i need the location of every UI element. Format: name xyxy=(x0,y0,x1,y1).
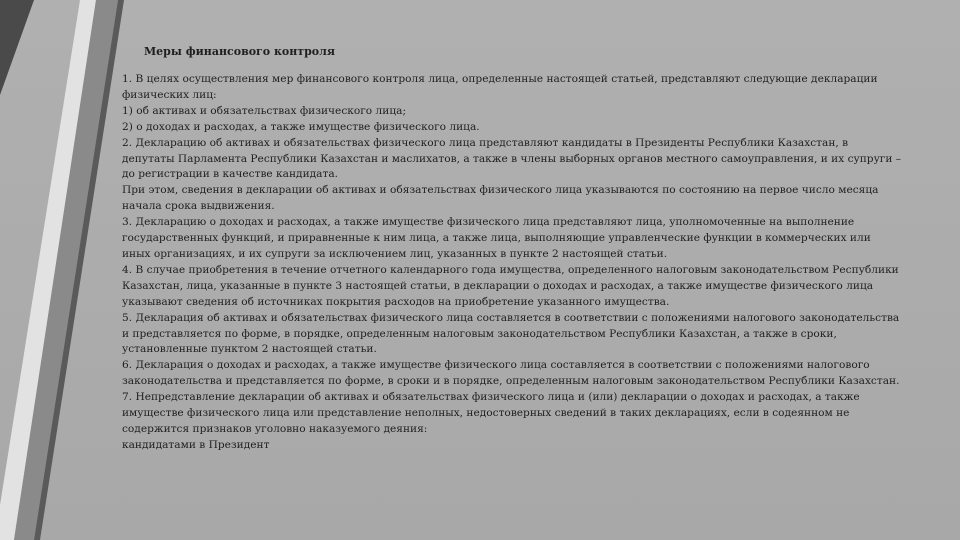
paragraph: 1. В целях осуществления мер финансового контроля лица, определенные настоящей статьей, представляют следующие декларации физических лиц: xyxy=(122,73,878,101)
slide-body xyxy=(122,72,902,454)
stripe-dark xyxy=(0,0,34,95)
paragraph: 1) об активах и обязательствах физического лица; xyxy=(122,104,407,117)
paragraph: кандидатами в Президент xyxy=(122,438,270,451)
paragraph: 2) о доходах и расходах, а также имуществе физического лица. xyxy=(122,120,480,133)
paragraph: 2. Декларацию об активах и обязательствах физического лица представляют кандидаты в Президенты Республики Казахстан, в депутаты Парламента Республики Казахстан и маслихатов, а также в члены выборных органов местного самоуправления, и их супруги – до регистрации в качестве кандидата. xyxy=(122,136,902,181)
paragraph: 3. Декларацию о доходах и расходах, а также имуществе физического лица представляют лица, уполномоченные на выполнение государственных функций, и приравненные к ним лица, а также лица, выполняющие управленческие функции в коммерческих или иных организациях, и их супруги за исключением лиц, указанных в пункте 2 настоящей статьи. xyxy=(122,216,871,260)
paragraph: При этом, сведения в декларации об активах и обязательствах физического лица указываются по состоянию на первое число месяца начала срока выдвижения. xyxy=(122,184,879,213)
decorative-stripes xyxy=(0,0,140,540)
paragraph: 7. Непредставление декларации об активах и обязательствах физического лица и (или) декларации о доходах и расходах, а также имуществе физического лица или представление неполных, недостоверных сведений в таких декларациях, если в содеянном не содержится признаков уголовно наказуемого деяния: xyxy=(122,391,860,435)
paragraph: 5. Декларация об активах и обязательствах физического лица составляется в соответствии с положениями налогового законодательства и представляется по форме, в порядке, определенным налоговым законодательством Республики Казахстан, а также в сроки, установленные пунктом 2 настоящей статьи. xyxy=(122,311,900,356)
slide-title: Меры финансового контроля xyxy=(144,45,336,58)
paragraph: 6. Декларация о доходах и расходах, а также имуществе физического лица составляется в соответствии с положениями налогового законодательства и представляется по форме, в сроки и в порядке, определенным налоговым законодательством Республики Казахстан. xyxy=(122,359,900,388)
paragraph: 4. В случае приобретения в течение отчетного календарного года имущества, определенного налоговым законодательством Республики Казахстан, лица, указанные в пункте 3 настоящей статьи, в декларации о доходах и расходах, а также имуществе физического лица указывают сведения об источниках покрытия расходов на приобретение указанного имущества. xyxy=(122,263,899,308)
slide-content xyxy=(122,0,902,540)
stripe-mid xyxy=(14,0,118,540)
